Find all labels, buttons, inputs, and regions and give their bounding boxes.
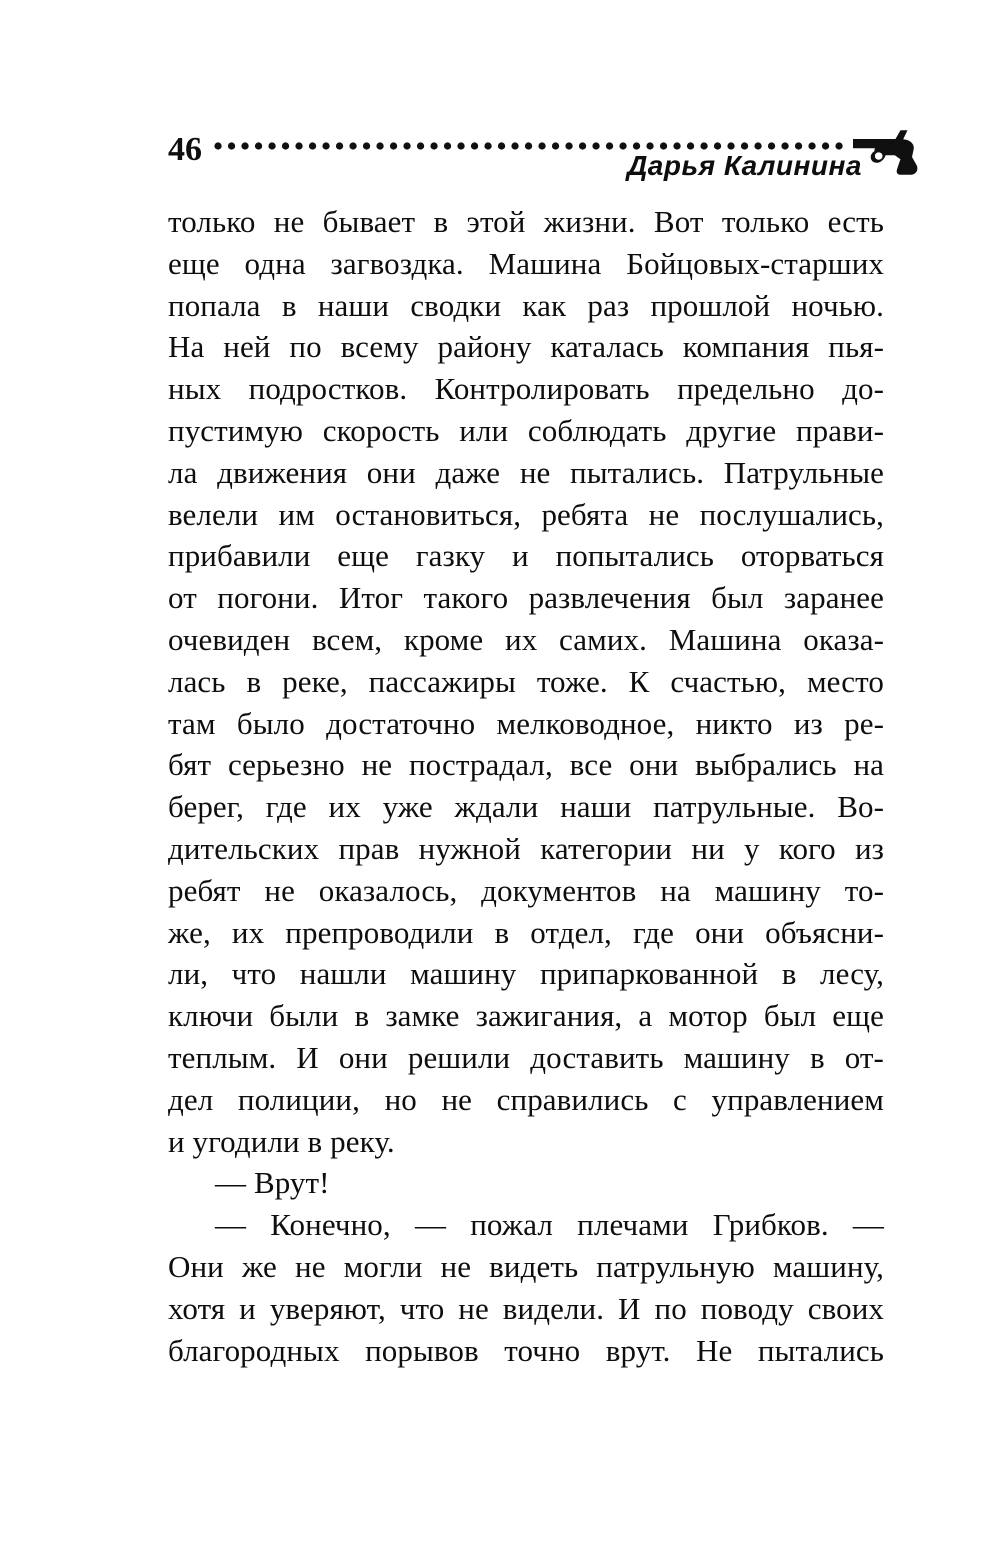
text-line: ли, что нашли машину припаркованной в лесу,	[168, 956, 884, 992]
text-line: На ней по всему району каталась компания пья-	[168, 329, 884, 365]
text-line: еще одна загвоздка. Машина Бойцовых-старших	[168, 245, 884, 281]
paragraph	[168, 201, 884, 1162]
text-line: теплым. И они решили доставить машину в от-	[168, 1039, 884, 1075]
text-line: хотя и уверяют, что не видели. И по поводу своих	[168, 1290, 884, 1326]
text-line: же, их препроводили в отдел, где они объясни-	[168, 914, 884, 950]
text-line: от погони. Итог такого развлечения был заранее	[168, 580, 884, 616]
text-line: велели им остановиться, ребята не послушались,	[168, 496, 884, 532]
text-line: только не бывает в этой жизни. Вот только есть	[168, 204, 884, 239]
page-number: 46	[168, 131, 202, 168]
running-header-author: Дарья Калинина	[627, 150, 862, 181]
paragraph	[168, 1162, 884, 1204]
text-line: ребят не оказалось, документов на машину то-	[168, 872, 884, 908]
text-line: дительских прав нужной категории ни у кого из	[168, 830, 884, 866]
text-line: там было достаточно мелководное, никто из ре-	[168, 705, 884, 741]
text-line: лась в реке, пассажиры тоже. К счастью, место	[168, 663, 884, 699]
page-text	[168, 201, 884, 1371]
text-line: и угодили в реку.	[168, 1123, 395, 1159]
text-line: очевиден всем, кроме их самих. Машина оказа-	[168, 621, 884, 657]
paragraph	[168, 1204, 884, 1371]
text-line: пустимую скорость или соблюдать другие прави-	[168, 412, 884, 448]
text-line: ключи были в замке зажигания, а мотор был еще	[168, 998, 884, 1034]
text-line: Они же не могли не видеть патрульную машину,	[168, 1248, 884, 1284]
text-line: берег, где их уже ждали наши патрульные. Во-	[168, 789, 884, 825]
text-line: ных подростков. Контролировать предельно до-	[168, 371, 884, 407]
text-line: — Врут!	[215, 1165, 330, 1201]
text-line: — Конечно, — пожал плечами Грибков. —	[215, 1207, 884, 1243]
text-line: благородных порывов точно врут. Не пытались	[168, 1332, 884, 1368]
text-line: бят серьезно не пострадал, все они выбрались на	[168, 747, 884, 783]
text-line: прибавили еще газку и попытались оторваться	[168, 538, 884, 574]
text-line: попала в наши сводки как раз прошлой ночью.	[168, 287, 884, 323]
text-line: дел полиции, но не справились с управлением	[168, 1081, 884, 1117]
text-line: ла движения они даже не пытались. Патрульные	[168, 454, 884, 490]
